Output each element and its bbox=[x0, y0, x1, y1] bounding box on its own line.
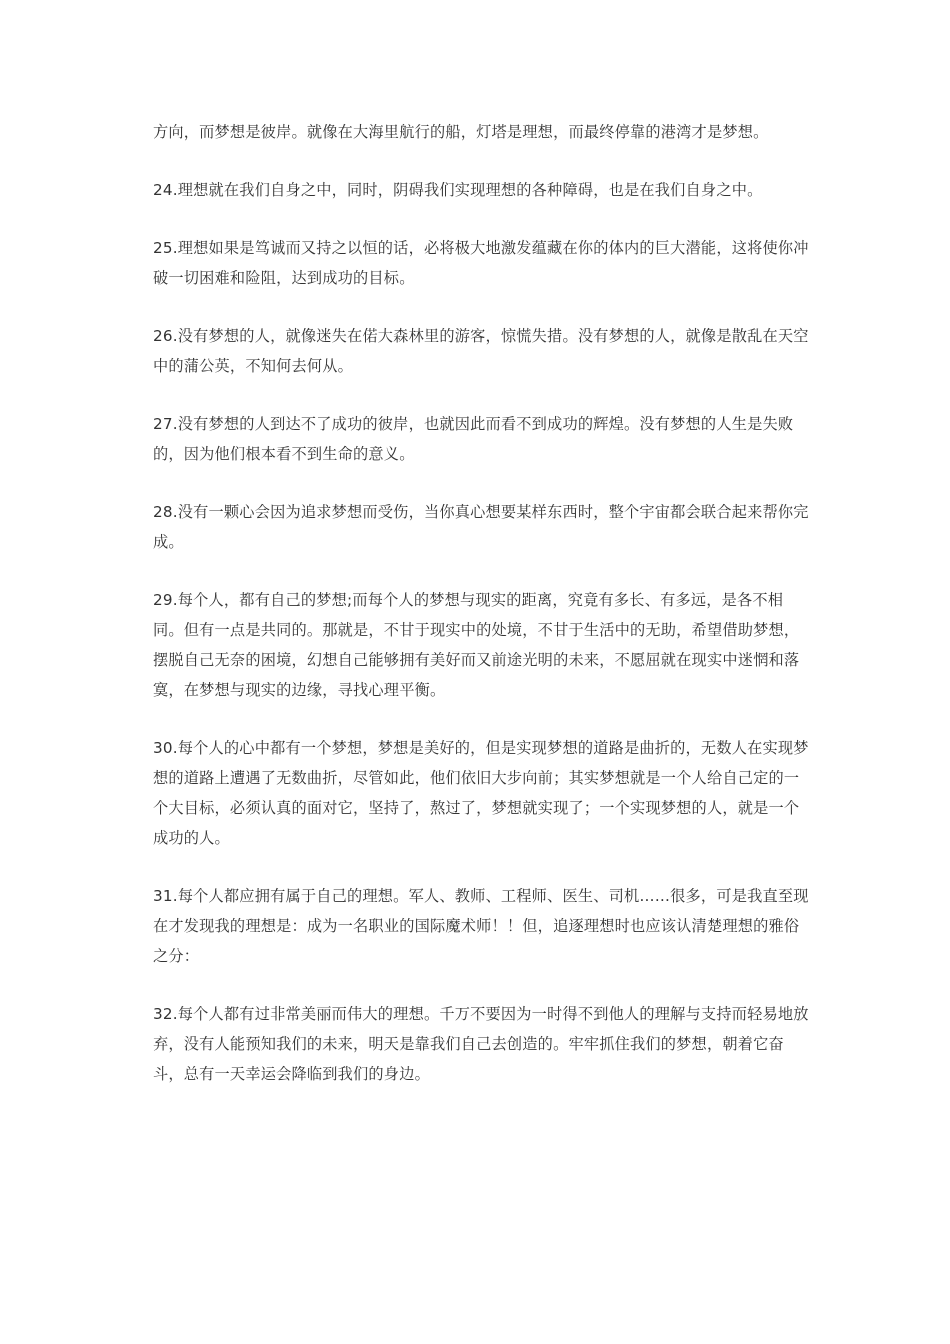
paragraph-continuation: 方向，而梦想是彼岸。就像在大海里航行的船，灯塔是理想，而最终停靠的港湾才是梦想。 bbox=[153, 123, 769, 141]
paragraph-26: 26.没有梦想的人，就像迷失在偌大森林里的游客，惊慌失措。没有梦想的人，就像是散乱在天空中的蒲公英，不知何去何从。 bbox=[153, 327, 809, 375]
paragraph-24: 24.理想就在我们自身之中，同时，阴碍我们实现理想的各种障碍，也是在我们自身之中。 bbox=[153, 181, 763, 199]
paragraph-31: 31.每个人都应拥有属于自己的理想。军人、教师、工程师、医生、司机……很多，可是我直至现在才发现我的理想是：成为一名职业的国际魔术师！！但，追逐理想时也应该认清楚理想的雅俗之分： bbox=[153, 887, 809, 965]
paragraph-30: 30.每个人的心中都有一个梦想，梦想是美好的，但是实现梦想的道路是曲折的，无数人在实现梦想的道路上遭遇了无数曲折，尽管如此，他们依旧大步向前；其实梦想就是一个人给自己定的一个大目标，必须认真的面对它，坚持了，熬过了，梦想就实现了；一个实现梦想的人，就是一个成功的人。 bbox=[153, 739, 809, 847]
paragraph-28: 28.没有一颗心会因为追求梦想而受伤，当你真心想要某样东西时，整个宇宙都会联合起来帮你完成。 bbox=[153, 503, 809, 551]
paragraph-25: 25.理想如果是笃诚而又持之以恒的话，必将极大地激发蕴藏在你的体内的巨大潜能，这将使你冲破一切困难和险阻，达到成功的目标。 bbox=[153, 239, 809, 287]
paragraph-27: 27.没有梦想的人到达不了成功的彼岸，也就因此而看不到成功的辉煌。没有梦想的人生是失败的，因为他们根本看不到生命的意义。 bbox=[153, 415, 794, 463]
document-body bbox=[153, 117, 813, 1117]
paragraph-29: 29.每个人，都有自己的梦想;而每个人的梦想与现实的距离，究竟有多长、有多远，是各不相同。但有一点是共同的。那就是，不甘于现实中的处境，不甘于生活中的无助，希望借助梦想，摆脱自己无奈的困境，幻想自己能够拥有美好而又前途光明的未来，不愿屈就在现实中迷惘和落寞，在梦想与现实的边缘，寻找心理平衡。 bbox=[153, 591, 800, 699]
paragraph-32: 32.每个人都有过非常美丽而伟大的理想。千万不要因为一时得不到他人的理解与支持而轻易地放弃，没有人能预知我们的未来，明天是靠我们自己去创造的。牢牢抓住我们的梦想，朝着它奋斗，总有一天幸运会降临到我们的身边。 bbox=[153, 1005, 809, 1083]
